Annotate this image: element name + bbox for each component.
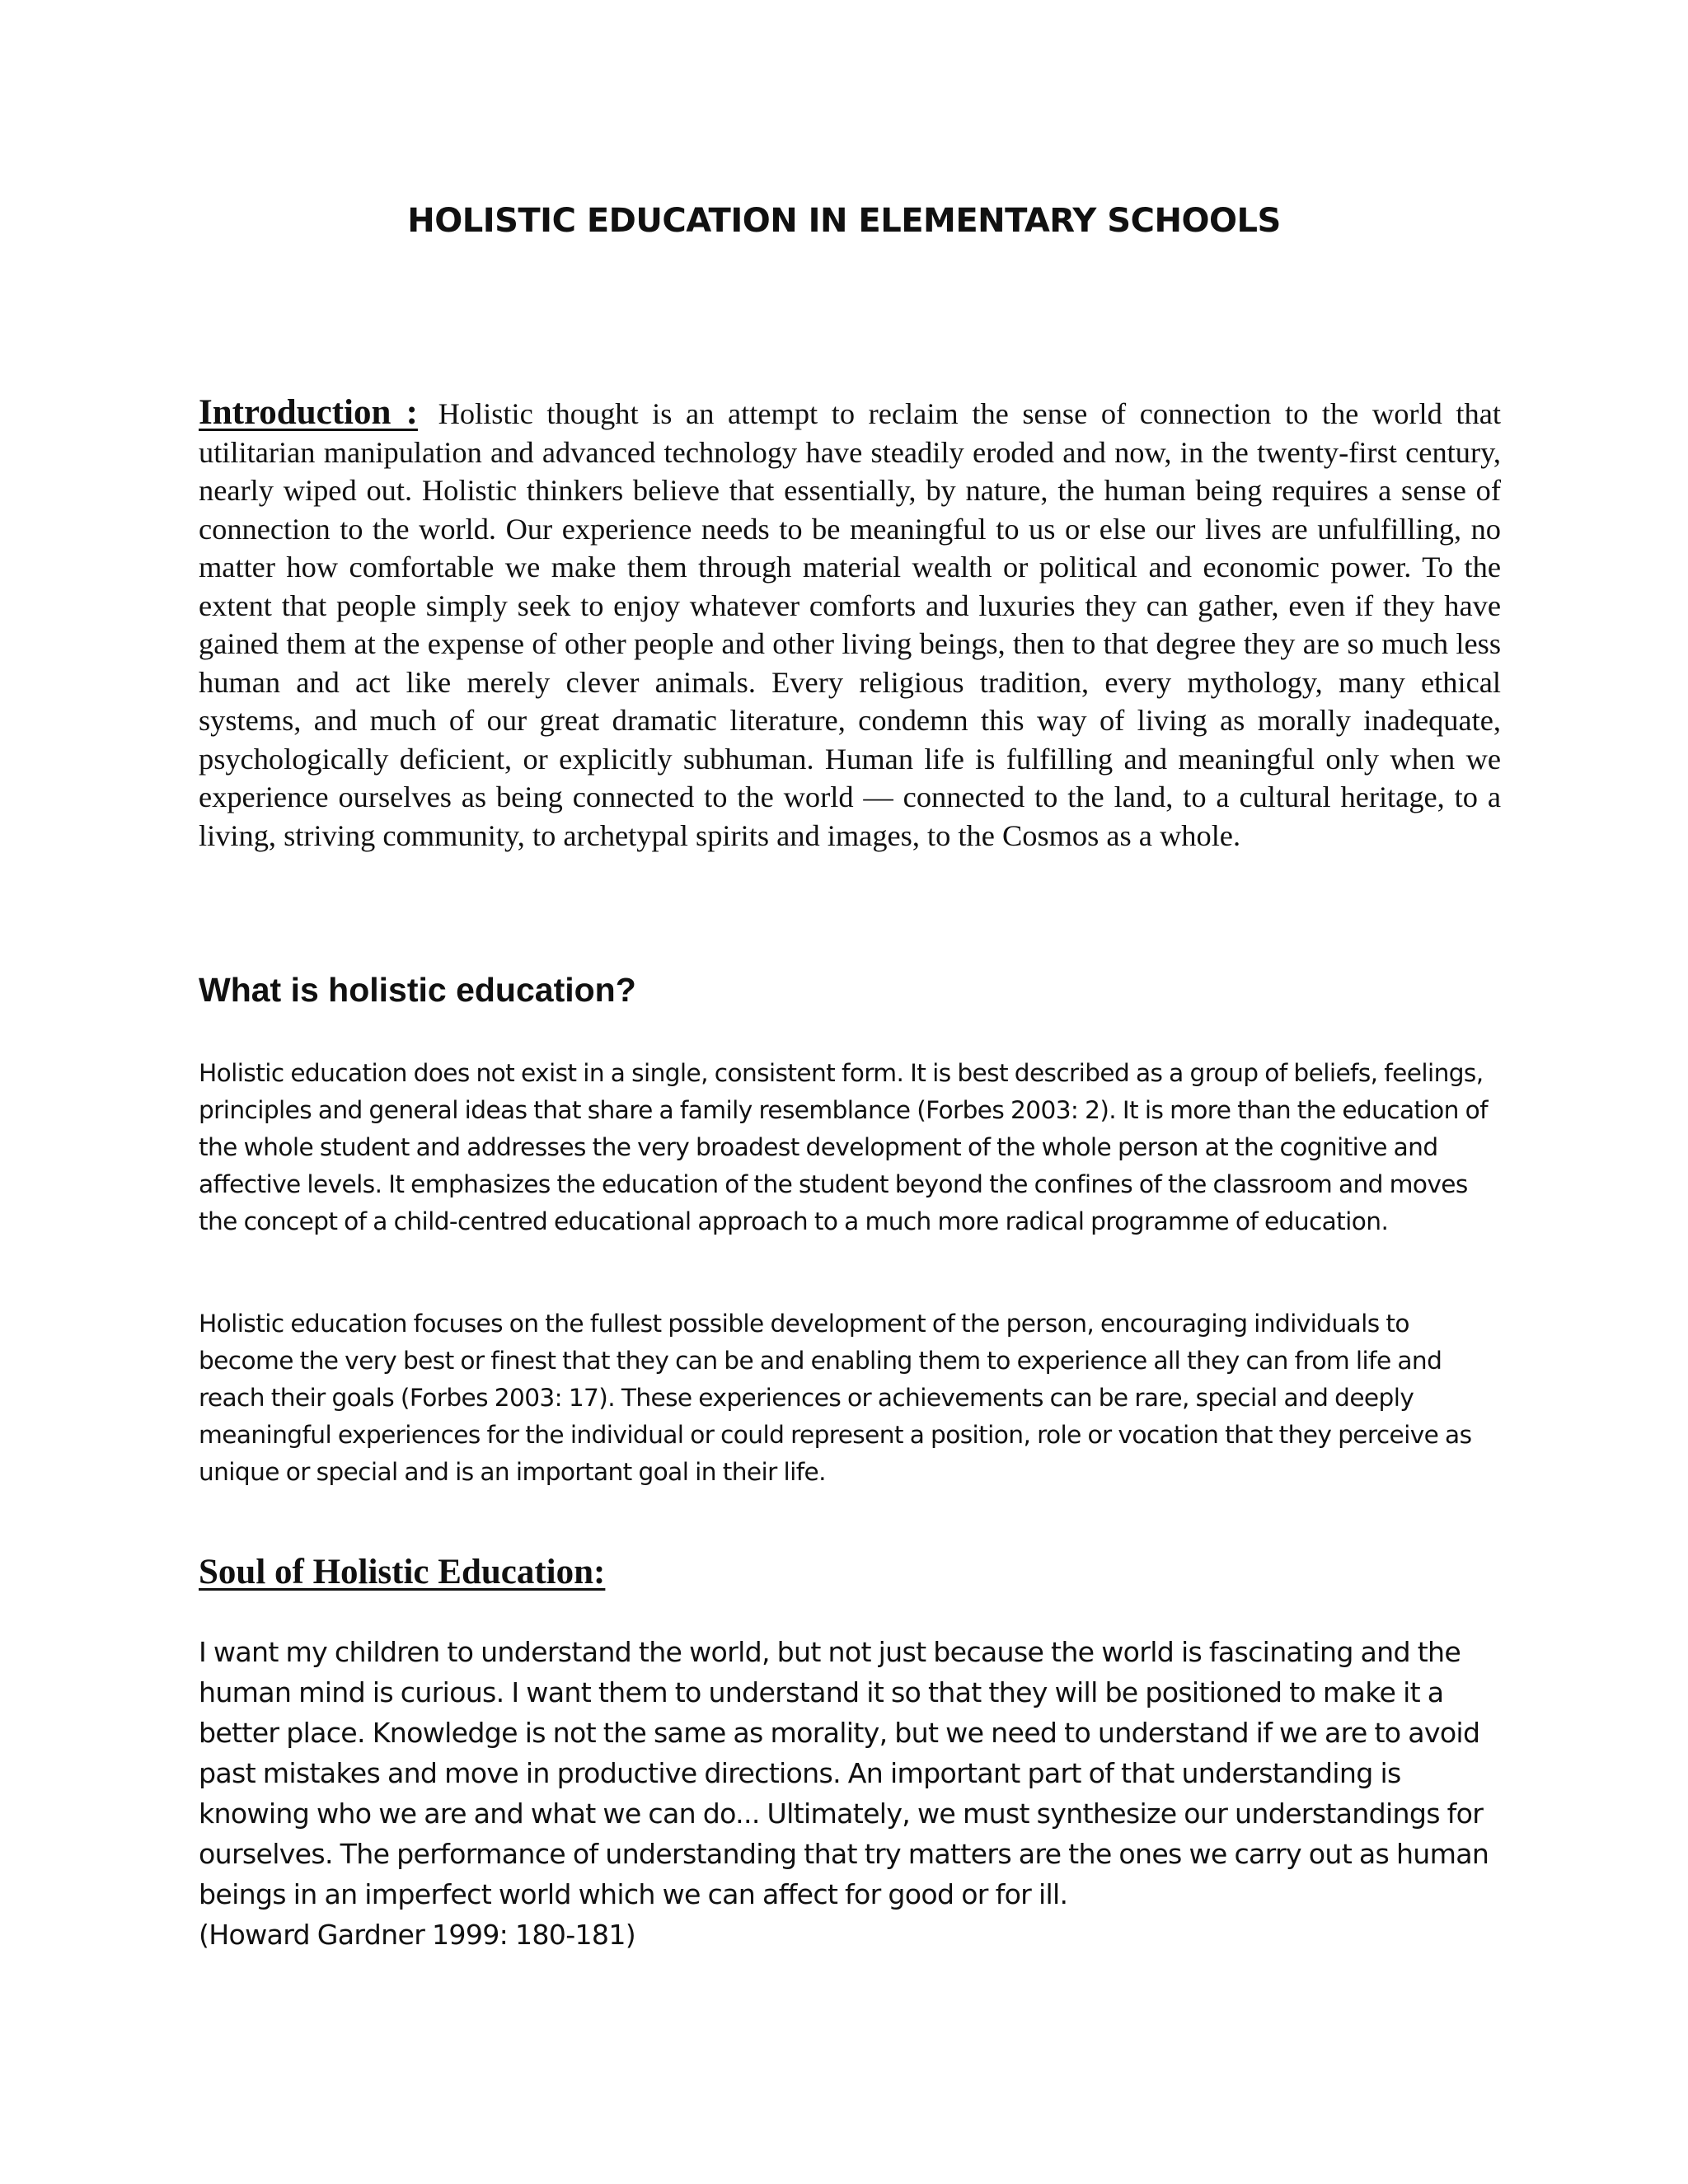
document-title: HOLISTIC EDUCATION IN ELEMENTARY SCHOOLS bbox=[407, 202, 1281, 240]
introduction-label: Introduction : bbox=[199, 393, 418, 432]
soul-heading: Soul of Holistic Education: bbox=[199, 1553, 606, 1591]
introduction-text: Holistic thought is an attempt to reclaim the sense of connection to the world that utilitarian manipulation and advanced technology have steadily eroded and now, in the twenty-first century, nearly wiped out. Holistic thinkers believe that essentially, by nature, the human being requires a sense of connection to the world. Our experience needs to be meaningful to us or else our lives are unfulfilling, no matter how comfortable we make them through material wealth or political and economic power. To the extent that people simply seek to enjoy whatever comforts and luxuries they can gather, even if they have gained them at the expense of other people and other living beings, then to that degree they are so much less human and act like merely clever animals. Every religious tradition, every mythology, many ethical systems, and much of our great dramatic literature, condemn this way of living as morally inadequate, psychologically deficient, or explicitly subhuman. Human life is fulfilling and meaningful only when we experience ourselves as being connected to the world — connected to the land, to a cultural heritage, to a living, striving community, to archetypal spirits and images, to the Cosmos as a whole. bbox=[199, 397, 1501, 852]
what-is-heading: What is holistic education? bbox=[199, 971, 636, 1009]
introduction-paragraph bbox=[199, 394, 1501, 855]
soul-quote bbox=[199, 1632, 1517, 1955]
what-is-paragraph-1: Holistic education does not exist in a single, consistent form. It is best described as a group of beliefs, feelings, principles and general ideas that share a family resemblance (Forbes 2003: 2). It is more than the education of the whole student and addresses the very broadest development of the whole person at the cognitive and affective levels. It emphasizes the education of the student beyond the confines of the classroom and moves the concept of a child-centred educational approach to a much more radical programme of education. bbox=[199, 1059, 1488, 1235]
soul-quote-text: I want my children to understand the world, but not just because the world is fascinating and the human mind is curious. I want them to understand it so that they will be positioned to make it a better place. Knowledge is not the same as morality, but we need to understand if we are to avoid past mistakes and move in productive directions. An important part of that understanding is knowing who we are and what we can do... Ultimately, we must synthesize our understandings for ourselves. The performance of understanding that try matters are the ones we carry out as human beings in an imperfect world which we can affect for good or for ill. bbox=[199, 1636, 1489, 1910]
what-is-paragraph-2: Holistic education focuses on the fullest possible development of the person, encouraging individuals to become the very best or finest that they can be and enabling them to experience all they can from life and reach their goals (Forbes 2003: 17). These experiences or achievements can be rare, special and deeply meaningful experiences for the individual or could represent a position, role or vocation that they perceive as unique or special and is an important goal in their life. bbox=[199, 1310, 1472, 1486]
soul-quote-citation: (Howard Gardner 1999: 180-181) bbox=[199, 1919, 635, 1951]
